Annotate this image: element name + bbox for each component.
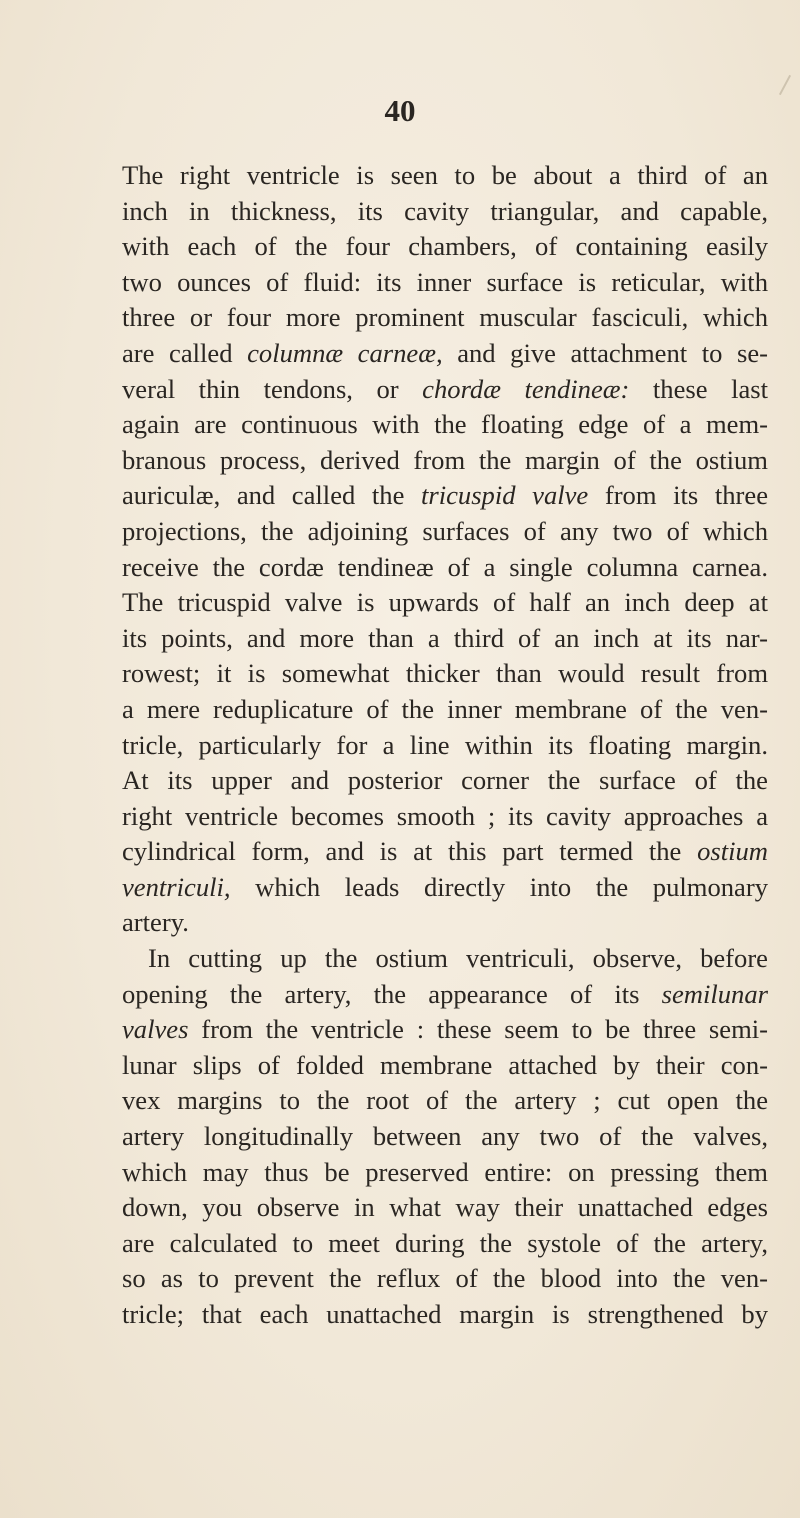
text-line <box>122 1119 768 1155</box>
italic-term: ostium <box>697 836 768 867</box>
text-line <box>122 1155 768 1191</box>
text-line <box>122 1083 768 1119</box>
text-line <box>122 621 768 657</box>
italic-term: chordæ tendineæ: <box>422 373 630 404</box>
italic-term: columnæ carneæ, <box>247 337 443 368</box>
text-line <box>122 336 768 372</box>
text-segment: so as to prevent the reflux of the blood into the ven- <box>122 1263 768 1294</box>
text-segment: right ventricle becomes smooth ; its cavity approaches a <box>122 800 768 831</box>
text-line <box>122 656 768 692</box>
text-segment: lunar slips of folded membrane attached by their con- <box>122 1049 768 1080</box>
text-segment: inch in thickness, its cavity triangular, and capable, <box>122 195 768 226</box>
text-line <box>122 1190 768 1226</box>
text-line <box>122 229 768 265</box>
text-line <box>122 407 768 443</box>
text-segment: a mere reduplicature of the inner membrane of the ven- <box>122 693 768 724</box>
text-segment: from its three <box>588 480 769 511</box>
text-segment: are called <box>122 337 248 368</box>
text-segment: In cutting up the ostium ventriculi, observe, before <box>148 943 768 974</box>
text-segment: down, you observe in what way their unattached edges <box>122 1192 768 1223</box>
text-segment: projections, the adjoining surfaces of any two of which <box>122 515 768 546</box>
text-segment: The right ventricle is seen to be about a third of an <box>122 160 768 190</box>
text-segment: At its upper and posterior corner the surface of the <box>122 765 768 796</box>
text-line <box>122 1012 768 1048</box>
text-segment: which may thus be preserved entire: on pressing them <box>122 1156 768 1187</box>
text-segment: receive the cordæ tendineæ of a single columna carnea. <box>122 551 768 582</box>
italic-term: valves <box>122 1014 189 1045</box>
text-line <box>122 265 768 301</box>
text-segment: its points, and more than a third of an inch at its nar- <box>122 622 768 653</box>
page-number: 40 <box>384 93 416 128</box>
text-segment: artery longitudinally between any two of the valves, <box>122 1121 768 1152</box>
text-line <box>122 300 768 336</box>
text-line <box>122 692 768 728</box>
text-segment: auriculæ, and called the <box>122 480 421 511</box>
text-segment: The tricuspid valve is upwards of half an inch deep at <box>122 587 768 618</box>
text-line <box>122 834 768 870</box>
text-segment: again are continuous with the floating edge of a mem- <box>122 409 768 440</box>
text-segment: artery. <box>122 907 189 938</box>
text-segment: opening the artery, the appearance of its <box>122 978 662 1009</box>
text-line <box>122 870 768 906</box>
text-line <box>122 941 768 977</box>
text-segment: cylindrical form, and is at this part termed the <box>122 836 698 867</box>
text-line <box>122 1261 768 1297</box>
text-segment: these last <box>629 373 769 404</box>
text-segment: tricle, particularly for a line within its floating margin. <box>122 729 768 760</box>
text-line <box>122 478 768 514</box>
text-line <box>122 514 768 550</box>
italic-term: ventriculi, <box>122 871 231 902</box>
text-segment: branous process, derived from the margin of the ostium <box>122 444 768 475</box>
text-segment: two ounces of fluid: its inner surface is reticular, with <box>122 266 768 297</box>
text-line <box>122 1297 768 1333</box>
text-segment: and give attachment to se- <box>442 337 768 368</box>
text-line <box>122 194 768 230</box>
text-line <box>122 728 768 764</box>
italic-term: semilunar <box>661 978 768 1009</box>
text-segment: from the ventricle : these seem to be three semi- <box>188 1014 768 1045</box>
text-line <box>122 1226 768 1262</box>
text-segment: are calculated to meet during the systole of the artery, <box>122 1227 768 1258</box>
text-line <box>122 763 768 799</box>
body-text <box>122 158 768 1333</box>
text-segment: veral thin tendons, or <box>122 373 423 404</box>
text-line <box>122 977 768 1013</box>
text-segment: which leads directly into the pulmonary <box>230 871 768 902</box>
text-segment: vex margins to the root of the artery ; cut open the <box>122 1085 768 1116</box>
text-line <box>122 372 768 408</box>
text-segment: rowest; it is somewhat thicker than would result from <box>122 658 768 689</box>
text-line <box>122 799 768 835</box>
text-segment: tricle; that each unattached margin is strengthened by <box>122 1299 768 1329</box>
text-line <box>122 550 768 586</box>
text-line <box>122 585 768 621</box>
text-line <box>122 443 768 479</box>
text-line <box>122 1048 768 1084</box>
text-line <box>122 158 768 194</box>
text-segment: three or four more prominent muscular fasciculi, which <box>122 302 768 333</box>
text-segment: with each of the four chambers, of containing easily <box>122 231 768 262</box>
text-line <box>122 905 768 941</box>
italic-term: tricuspid valve <box>420 480 589 511</box>
